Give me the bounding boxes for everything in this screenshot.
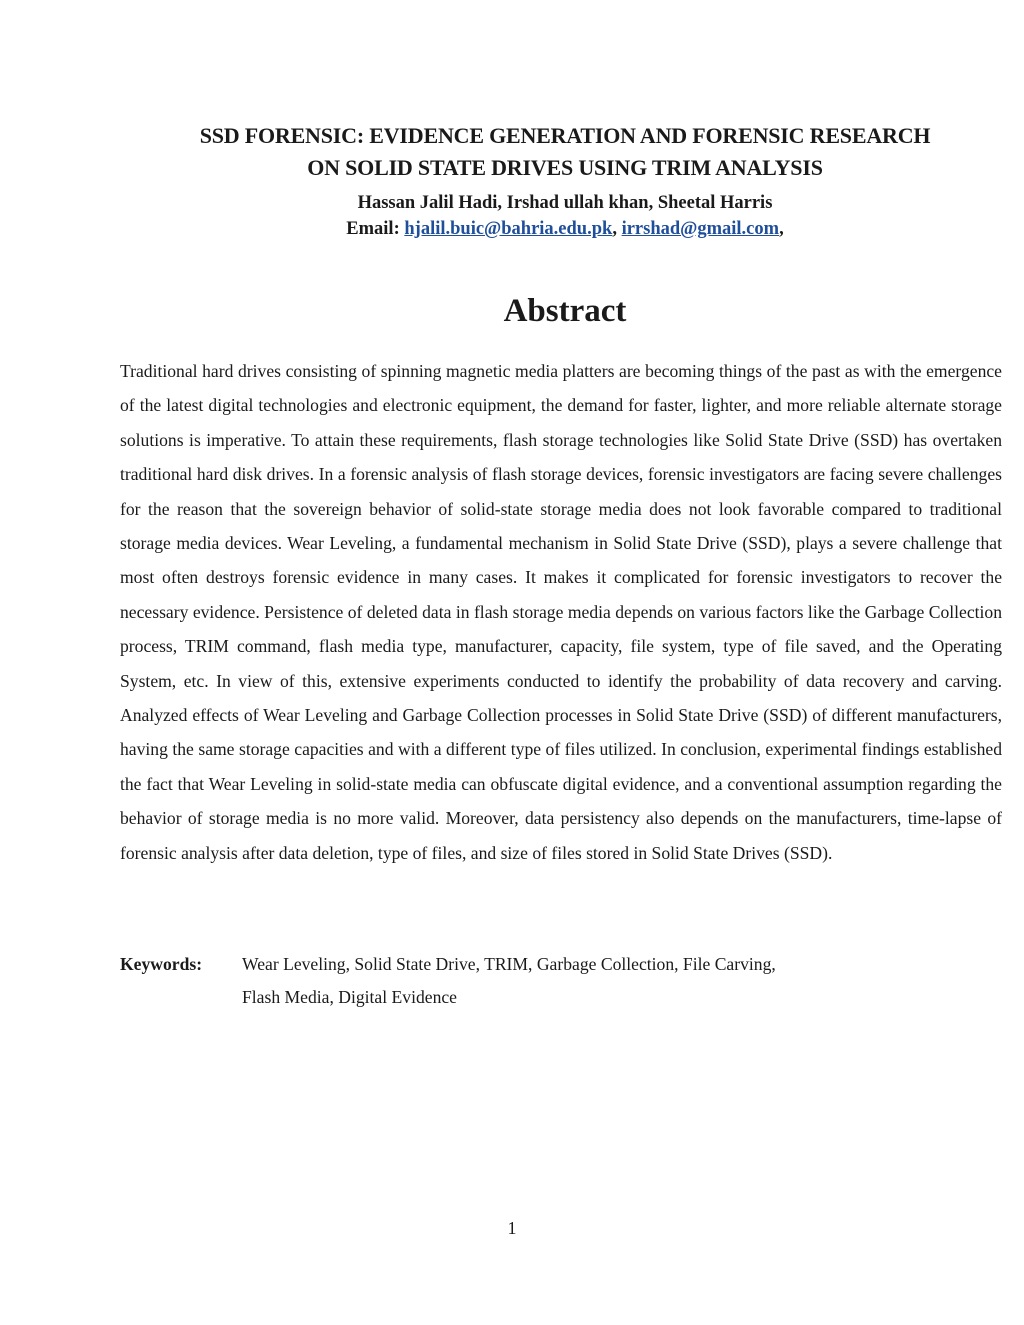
keywords-list [242,948,882,1014]
email-label: Email: [346,219,405,239]
abstract-heading: Abstract [503,293,627,329]
keywords-label: Keywords: [120,954,203,974]
paper-title-line-2: ON SOLID STATE DRIVES USING TRIM ANALYSIS [307,155,823,180]
paper-title [0,120,1024,184]
email-link-hjalil[interactable]: hjalil.buic@bahria.edu.pk [404,219,613,239]
page-number: 1 [507,1218,517,1238]
keywords-line-2: Flash Media, Digital Evidence [242,987,457,1007]
abstract-body: Traditional hard drives consisting of spinning magnetic media platters are becoming things of the past as with the emergence of the latest digital technologies and electronic equipment, the demand for faster, lighter, and more reliable alternate storage solutions is imperative. To attain these requirements, flash storage technologies like Solid State Drive (SSD) has overtaken traditional hard disk drives. In a forensic analysis of flash storage devices, forensic investigators are facing severe challenges for the reason that the sovereign behavior of solid-state storage media does not look favorable compared to traditional storage media devices. Wear Leveling, a fundamental mechanism in Solid State Drive (SSD), plays a severe challenge that most often destroys forensic evidence in many cases. It makes it complicated for forensic investigators to recover the necessary evidence. Persistence of deleted data in flash storage media depends on various factors like the Garbage Collection process, TRIM command, flash media type, manufacturer, capacity, file system, type of file saved, and the Operating System, etc. In view of this, extensive experiments conducted to identify the probability of data recovery and carving. Analyzed effects of Wear Leveling and Garbage Collection processes in Solid State Drive (SSD) of different manufacturers, having the same storage capacities and with a different type of files utilized. In conclusion, experimental findings established the fact that Wear Leveling in solid-state media can obfuscate digital evidence, and a conventional assumption regarding the behavior of storage media is no more valid. Moreover, data persistency also depends on the manufacturers, time-lapse of forensic analysis after data deletion, type of files, and size of files stored in Solid State Drives (SSD). [120,361,1002,863]
paper-title-line-1: SSD FORENSIC: EVIDENCE GENERATION AND FORENSIC RESEARCH [199,123,931,148]
email-separator: , [612,219,622,239]
author-list: Hassan Jalil Hadi, Irshad ullah khan, Sheetal Harris [357,193,773,213]
email-line [0,217,1024,242]
email-trailing-comma: , [779,219,784,239]
email-link-irrshad[interactable]: irrshad@gmail.com [621,219,780,239]
keywords-line-1: Wear Leveling, Solid State Drive, TRIM, Garbage Collection, File Carving, [242,954,776,974]
